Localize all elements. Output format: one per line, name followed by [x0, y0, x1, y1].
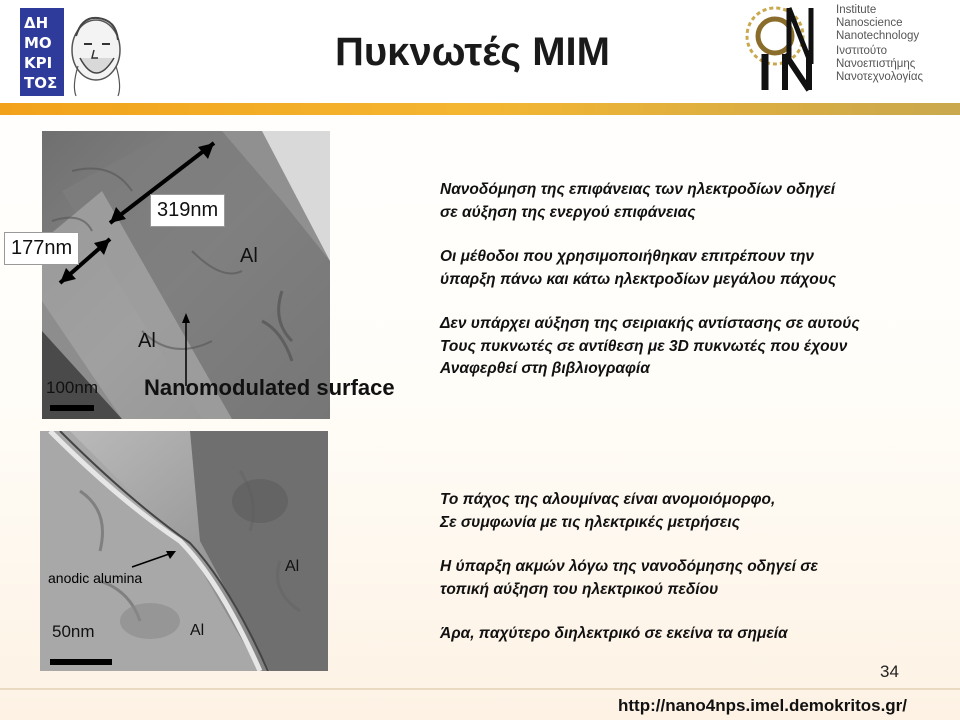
- paragraph: [440, 246, 860, 291]
- paragraph: [440, 623, 818, 646]
- text-line: τοπική αύξηση του ηλεκτρικού πεδίου: [440, 580, 719, 598]
- institute-line: Ινστιτούτο: [836, 45, 887, 57]
- paragraph: [440, 556, 818, 601]
- text-line: Οι μέθοδοι που χρησιμοποιήθηκαν επιτρέπουν την: [440, 248, 815, 265]
- institute-name-gr: [836, 45, 923, 84]
- text-line: Δεν υπάρχει αύξηση της σειριακής αντίστασης σε αυτούς: [440, 315, 860, 332]
- footer-divider: [0, 688, 960, 690]
- svg-text:ΤΟΣ: ΤΟΣ: [24, 74, 58, 92]
- paragraph: [440, 489, 818, 534]
- dimension-label-177: 177nm: [4, 232, 79, 265]
- al-label-bottom: Al: [190, 622, 205, 639]
- text-line: σε αύξηση της ενεργού επιφάνειας: [440, 203, 696, 221]
- svg-text:ΔΗ: ΔΗ: [24, 14, 49, 32]
- dimension-label-319: 319nm: [150, 194, 225, 227]
- text-line: ύπαρξη πάνω και κάτω ηλεκτροδίων μεγάλου πάχους: [440, 270, 837, 288]
- text-line: Τους πυκνωτές σε αντίθεση με 3D πυκνωτές που έχουν: [440, 337, 848, 355]
- inn-emblem-icon: [735, 2, 835, 98]
- page-number: 34: [880, 662, 899, 681]
- anodic-alumina-label: anodic alumina: [48, 570, 143, 586]
- institute-line: Νανοτεχνολογίας: [836, 71, 924, 83]
- header-divider-bar: [0, 103, 960, 115]
- scale-label-100nm: 100nm: [46, 378, 98, 397]
- paragraph: [440, 179, 860, 224]
- svg-text:ΜΟ: ΜΟ: [24, 34, 52, 52]
- text-block-top: [440, 179, 860, 403]
- scale-label-50nm: 50nm: [52, 622, 95, 641]
- text-line: Σε συμφωνία με τις ηλεκτρικές μετρήσεις: [440, 513, 740, 531]
- caption-nanomodulated-surface: Nanomodulated surface: [144, 375, 395, 400]
- text-line: Άρα, παχύτερο διηλεκτρικό σε εκείνα τα σημεία: [440, 625, 788, 642]
- page-title: Πυκνωτές ΜΙΜ: [335, 30, 610, 74]
- institute-line: Nanotechnology: [836, 30, 920, 42]
- institute-name-en: [836, 4, 919, 43]
- text-line: Νανοδόμηση της επιφάνειας των ηλεκτροδίων οδηγεί: [440, 181, 836, 198]
- header: [0, 0, 960, 108]
- text-line: Το πάχος της αλουμίνας είναι ανομοιόμορφο,: [440, 491, 776, 508]
- demokritos-emblem-icon: [18, 6, 128, 98]
- text-block-bottom: [440, 489, 818, 668]
- al-label-upper: Al: [240, 245, 258, 267]
- svg-text:ΚΡΙ: ΚΡΙ: [24, 54, 53, 72]
- al-label-right: Al: [285, 558, 300, 575]
- text-line: Η ύπαρξη ακμών λόγω της νανοδόμησης οδηγεί σε: [440, 558, 818, 575]
- institute-line: Νανοεπιστήμης: [836, 58, 916, 70]
- demokritos-logo: [18, 6, 128, 98]
- institute-line: Nanoscience: [836, 17, 903, 29]
- institute-line: Institute: [836, 4, 877, 16]
- al-label-lower: Al: [138, 330, 156, 352]
- footer-url: http://nano4nps.imel.demokritos.gr/: [618, 696, 908, 715]
- text-line: Αναφερθεί στη βιβλιογραφία: [440, 360, 650, 377]
- paragraph: [440, 313, 860, 381]
